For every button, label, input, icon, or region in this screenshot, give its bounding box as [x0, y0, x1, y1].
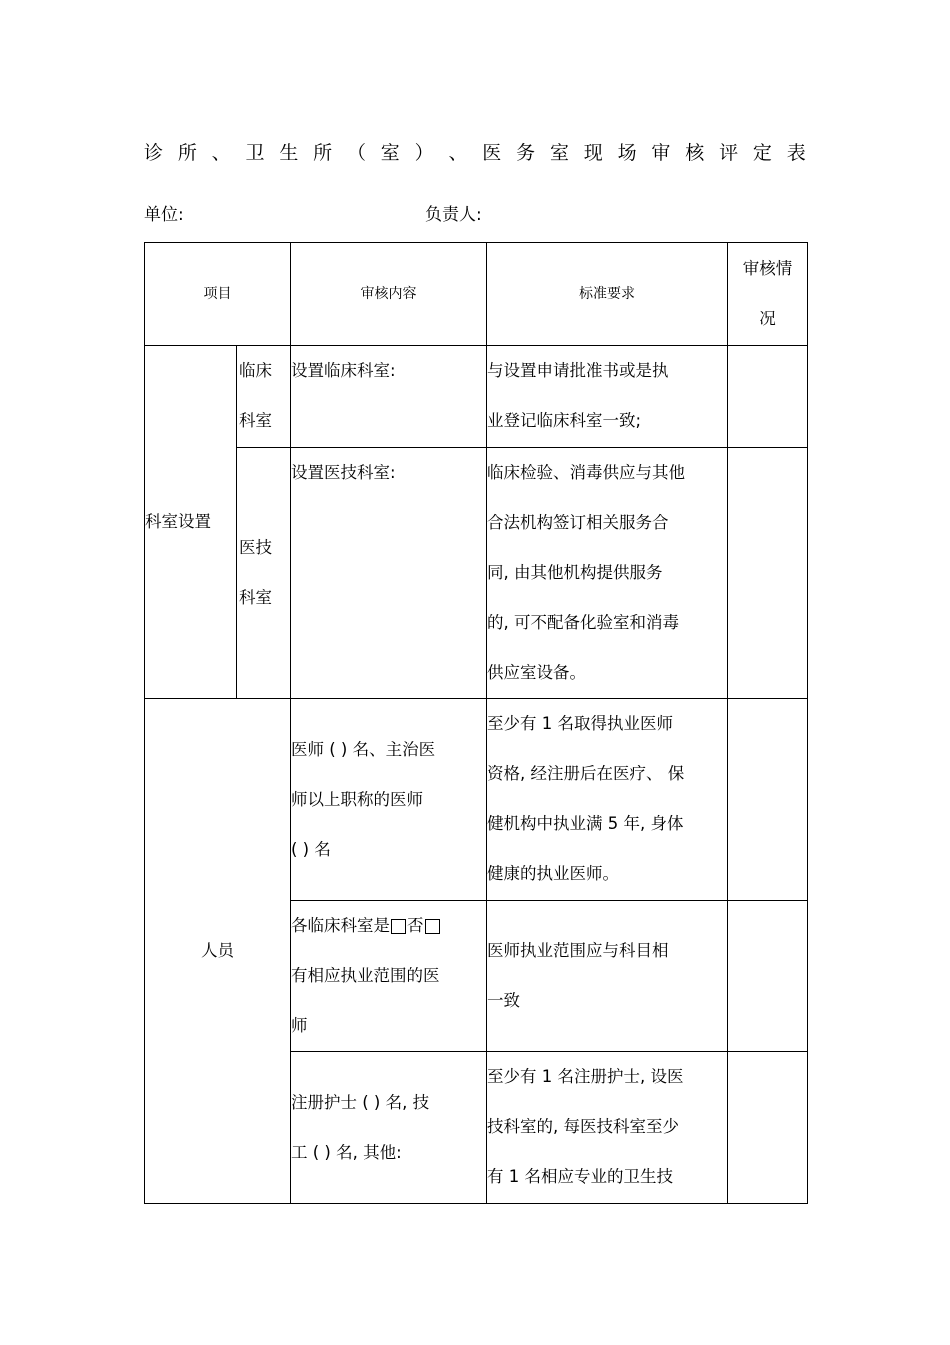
title-char: 表	[786, 142, 806, 164]
person-in-charge-label: 负责人:	[425, 205, 482, 225]
clinical-standard	[487, 346, 728, 448]
header-item: 项目	[145, 243, 291, 346]
title-char: 审	[651, 142, 671, 164]
nurse-standard-line1: 至少有 1 名注册护士, 设医	[487, 1067, 684, 1086]
clinical-sub-label	[237, 346, 291, 448]
table-row	[145, 699, 808, 901]
tech-standard-line4: 的, 可不配备化验室和消毒	[487, 613, 679, 632]
clinical-standard-line1: 与设置申请批准书或是执	[487, 361, 669, 380]
doctor-standard-line2: 资格, 经注册后在医疗、 保	[487, 764, 685, 783]
table-row	[145, 346, 808, 448]
tech-content: 设置医技科室:	[291, 448, 487, 699]
nurse-standard	[487, 1052, 728, 1204]
doctor-standard-line1: 至少有 1 名取得执业医师	[487, 714, 673, 733]
tech-standard	[487, 448, 728, 699]
title-char: 现	[583, 142, 603, 164]
scope-content-line2: 有相应执业范围的医	[291, 966, 440, 985]
title-char: 、	[448, 142, 468, 164]
title-char: 诊	[144, 142, 164, 164]
document-title	[144, 138, 806, 165]
clinical-sub-line1: 临床	[239, 361, 272, 380]
title-char: 核	[685, 142, 705, 164]
tech-sub-line1: 医技	[239, 538, 272, 557]
yes-checkbox[interactable]	[391, 919, 406, 934]
doctor-content-line3: ( ) 名	[291, 839, 331, 859]
scope-text-no: 否	[407, 916, 424, 935]
review-table	[144, 242, 808, 1204]
header-review-line2: 况	[759, 309, 776, 328]
header-review	[728, 243, 808, 346]
clinical-content: 设置临床科室:	[291, 346, 487, 448]
staff-group-label: 人员	[145, 699, 291, 1204]
title-char: 所	[177, 142, 197, 164]
title-char: 场	[617, 142, 637, 164]
title-char: 所	[313, 142, 333, 164]
scope-review-cell[interactable]	[728, 901, 808, 1052]
doctor-standard-line4: 健康的执业医师。	[487, 864, 619, 883]
title-char: ）	[414, 142, 434, 164]
tech-standard-line3: 同, 由其他机构提供服务	[487, 563, 663, 582]
clinical-sub-line2: 科室	[239, 411, 272, 430]
scope-standard	[487, 901, 728, 1052]
nurse-content-line2: 工 ( ) 名, 其他:	[291, 1142, 402, 1162]
scope-content-line3: 师	[291, 1016, 308, 1035]
doctor-review-cell[interactable]	[728, 699, 808, 901]
title-char: 务	[516, 142, 536, 164]
scope-standard-line2: 一致	[487, 991, 520, 1010]
doctor-content-line1: 医师 ( ) 名、主治医	[291, 739, 436, 759]
scope-text-yes: 各临床科室是	[291, 916, 390, 935]
title-char: 生	[279, 142, 299, 164]
header-standard: 标准要求	[487, 243, 728, 346]
title-char: 定	[752, 142, 772, 164]
nurse-standard-line3: 有 1 名相应专业的卫生技	[487, 1167, 673, 1186]
title-char: 卫	[245, 142, 265, 164]
clinical-standard-line2: 业登记临床科室一致;	[487, 411, 642, 430]
header-review-line1: 审核情	[742, 259, 793, 278]
nurse-content-line1: 注册护士 ( ) 名, 技	[291, 1092, 430, 1112]
dept-group-label: 科室设置	[145, 346, 237, 699]
tech-standard-line2: 合法机构签订相关服务合	[487, 513, 669, 532]
title-char: （	[346, 142, 366, 164]
no-checkbox[interactable]	[425, 919, 440, 934]
tech-sub-label	[237, 448, 291, 699]
doctor-content	[291, 699, 487, 901]
doctor-standard	[487, 699, 728, 901]
tech-review-cell[interactable]	[728, 448, 808, 699]
header-content: 审核内容	[291, 243, 487, 346]
scope-content	[291, 901, 487, 1052]
title-char: 评	[719, 142, 739, 164]
tech-standard-line5: 供应室设备。	[487, 663, 586, 682]
tech-standard-line1: 临床检验、消毒供应与其他	[487, 463, 685, 482]
nurse-standard-line2: 技科室的, 每医技科室至少	[487, 1117, 679, 1136]
nurse-content	[291, 1052, 487, 1204]
nurse-review-cell[interactable]	[728, 1052, 808, 1204]
tech-sub-line2: 科室	[239, 588, 272, 607]
title-char: 室	[380, 142, 400, 164]
table-header-row	[145, 243, 808, 346]
title-char: 、	[211, 142, 231, 164]
scope-standard-line1: 医师执业范围应与科目相	[487, 941, 669, 960]
title-char: 医	[482, 142, 502, 164]
table-row	[145, 448, 808, 699]
doctor-content-line2: 师以上职称的医师	[291, 789, 423, 809]
clinical-review-cell[interactable]	[728, 346, 808, 448]
doctor-standard-line3: 健机构中执业满 5 年, 身体	[487, 814, 684, 833]
scope-content-line1	[291, 901, 486, 951]
title-char: 室	[549, 142, 569, 164]
unit-label: 单位:	[144, 205, 184, 225]
